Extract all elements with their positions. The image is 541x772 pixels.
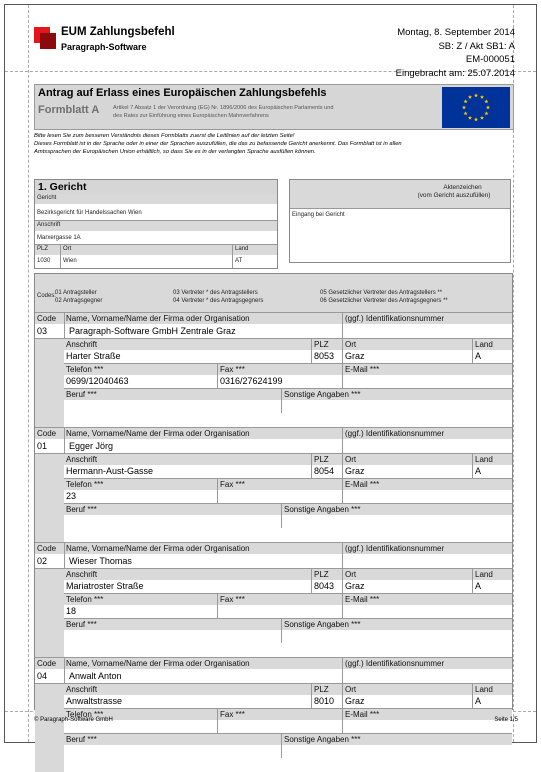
code-01: 01 Antragsteller: [55, 290, 97, 296]
eu-flag-icon: [442, 87, 510, 128]
form-legal-basis: Artikel 7 Absatz 1 der Verordnung (EG) Nr. 1896/2006 des Europäischen Parlaments und des Rates zur Einführung eines Europäischen Mahnverfahrens: [113, 105, 334, 119]
footer-copyright: © Paragraph-Software GmbH: [34, 717, 113, 723]
form-banner: [34, 84, 514, 130]
profession-label: Beruf ***: [66, 620, 97, 629]
file-number-label: Aktenzeichen: [443, 184, 482, 191]
party-code: 01: [37, 441, 48, 451]
fax-label: Fax ***: [220, 710, 245, 719]
code-06: 06 Gesetzlicher Vertreter des Antragsgegners **: [320, 298, 448, 304]
court-plz-value: 1030: [37, 258, 51, 264]
intro-text: Bitte lesen Sie zum besseren Verständnis dieses Formblatts zuerst die Leitlinien auf der letzten Seite! Dieses Formblatt ist in der Sprache oder in einer der Sprachen auszufüllen, die das zu befassende Gericht anerkennt. Das Formblatt ist in allen Amtssprachen der Europäischen Union erhältlich, so dass Sie es in der verlangten Sprache ausfüllen können.: [34, 133, 402, 155]
profession-label: Beruf ***: [66, 735, 97, 744]
land-label: Land: [475, 340, 493, 349]
code-04: 04 Vertreter * des Antragsgegners: [173, 298, 264, 304]
party-block-01: [35, 427, 512, 542]
id-number-label: (ggf.) Identifikationsnummer: [345, 314, 445, 323]
party-land: A: [475, 696, 482, 706]
email-label: E-Mail ***: [345, 365, 380, 374]
plz-label: PLZ: [314, 455, 329, 464]
phone-label: Telefon ***: [66, 480, 104, 489]
app-logo: [34, 27, 56, 47]
id-number-label: (ggf.) Identifikationsnummer: [345, 544, 445, 553]
land-label: Land: [475, 685, 493, 694]
header-date: Montag, 8. September 2014: [397, 27, 515, 38]
name-label: Name, Vorname/Name der Firma oder Organisation: [66, 314, 250, 323]
app-subtitle: Paragraph-Software: [61, 42, 147, 52]
id-number-label: (ggf.) Identifikationsnummer: [345, 429, 445, 438]
party-land: A: [475, 351, 482, 361]
name-label: Name, Vorname/Name der Firma oder Organisation: [66, 659, 250, 668]
party-name: Paragraph-Software GmbH Zentrale Graz: [69, 326, 236, 336]
other-info-label: Sonstige Angaben ***: [284, 735, 361, 744]
party-name: Wieser Thomas: [69, 556, 132, 566]
party-phone: 0699/12040463: [66, 376, 129, 386]
file-number-note: (vom Gericht auszufüllen): [417, 192, 491, 199]
fax-label: Fax ***: [220, 365, 245, 374]
party-plz: 8010: [314, 696, 335, 706]
address-label: Anschrift: [66, 455, 98, 464]
address-label: Anschrift: [66, 685, 98, 694]
party-code: 04: [37, 671, 48, 681]
email-label: E-Mail ***: [345, 710, 380, 719]
ort-label: Ort: [345, 455, 357, 464]
party-plz: 8054: [314, 466, 335, 476]
party-address: Anwaltstrasse: [66, 696, 123, 706]
party-land: A: [475, 466, 482, 476]
ort-label: Ort: [345, 570, 357, 579]
other-info-label: Sonstige Angaben ***: [284, 620, 361, 629]
fax-label: Fax ***: [220, 480, 245, 489]
party-block-03: [35, 312, 512, 427]
party-address: Mariatroster Straße: [66, 581, 144, 591]
land-label: Land: [475, 455, 493, 464]
party-name: Egger Jörg: [69, 441, 114, 451]
ort-label: Ort: [345, 685, 357, 694]
party-code: 03: [37, 326, 48, 336]
court-address-label: Anschrift: [37, 222, 61, 228]
court-value: Bezirksgericht für Handelssachen Wien: [37, 210, 142, 216]
court-address-value: Marxergasse 1A: [37, 235, 81, 241]
code-05: 05 Gesetzlicher Vertreter des Antragstellers **: [320, 290, 443, 296]
land-label: Land: [475, 570, 493, 579]
plz-label: PLZ: [314, 340, 329, 349]
court-file-box: [289, 179, 511, 263]
code-label: Code: [37, 659, 57, 668]
email-label: E-Mail ***: [345, 480, 380, 489]
ort-label: Ort: [345, 340, 357, 349]
party-code: 02: [37, 556, 48, 566]
codes-label: Codes:: [37, 293, 57, 299]
plz-label: PLZ: [314, 685, 329, 694]
party-plz: 8053: [314, 351, 335, 361]
id-number-label: (ggf.) Identifikationsnummer: [345, 659, 445, 668]
name-label: Name, Vorname/Name der Firma oder Organisation: [66, 429, 250, 438]
app-title: EUM Zahlungsbefehl: [61, 26, 175, 38]
court-ort-label: Ort: [63, 246, 72, 252]
party-ort: Graz: [345, 696, 365, 706]
form-title: Antrag auf Erlass eines Europäischen Zahlungsbefehls: [38, 87, 327, 99]
party-plz: 8043: [314, 581, 335, 591]
party-address: Hermann-Aust-Gasse: [66, 466, 154, 476]
header-submitted: Eingebracht am: 25.07.2014: [395, 67, 515, 79]
code-03: 03 Vertreter * des Antragstellers: [173, 290, 258, 296]
other-info-label: Sonstige Angaben ***: [284, 390, 361, 399]
party-fax: 0316/27624199: [220, 376, 283, 386]
court-land-label: Land: [235, 246, 249, 252]
phone-label: Telefon ***: [66, 710, 104, 719]
party-land: A: [475, 581, 482, 591]
header-file-no: EM-000051: [465, 54, 515, 65]
footer-page: Seite 1/5: [494, 717, 518, 723]
phone-label: Telefon ***: [66, 365, 104, 374]
party-name: Anwalt Anton: [69, 671, 122, 681]
header-meta: [396, 26, 515, 80]
address-label: Anschrift: [66, 340, 98, 349]
court-land-value: AT: [235, 258, 243, 264]
code-02: 02 Antragsgegner: [55, 298, 103, 304]
code-label: Code: [37, 544, 57, 553]
party-address: Harter Straße: [66, 351, 121, 361]
header-sb: SB: Z / Akt SB1: A: [438, 40, 515, 52]
court-label: Gericht: [37, 195, 57, 201]
party-phone: 18: [66, 606, 77, 616]
other-info-label: Sonstige Angaben ***: [284, 505, 361, 514]
court-heading: 1. Gericht: [35, 180, 277, 194]
court-ort-value: Wien: [63, 258, 77, 264]
profession-label: Beruf ***: [66, 505, 97, 514]
margin-guide: [28, 5, 29, 742]
party-phone: 23: [66, 491, 77, 501]
name-label: Name, Vorname/Name der Firma oder Organisation: [66, 544, 250, 553]
profession-label: Beruf ***: [66, 390, 97, 399]
fax-label: Fax ***: [220, 595, 245, 604]
address-label: Anschrift: [66, 570, 98, 579]
party-ort: Graz: [345, 581, 365, 591]
code-label: Code: [37, 314, 57, 323]
email-label: E-Mail ***: [345, 595, 380, 604]
document-page: [4, 4, 537, 743]
court-plz-label: PLZ: [37, 246, 49, 252]
party-block-04: [35, 657, 512, 772]
party-ort: Graz: [345, 466, 365, 476]
received-label: Eingang bei Gericht: [292, 212, 345, 218]
court-section: [34, 179, 278, 269]
party-block-02: [35, 542, 512, 657]
phone-label: Telefon ***: [66, 595, 104, 604]
form-name: Formblatt A: [38, 104, 100, 116]
plz-label: PLZ: [314, 570, 329, 579]
code-label: Code: [37, 429, 57, 438]
party-ort: Graz: [345, 351, 365, 361]
